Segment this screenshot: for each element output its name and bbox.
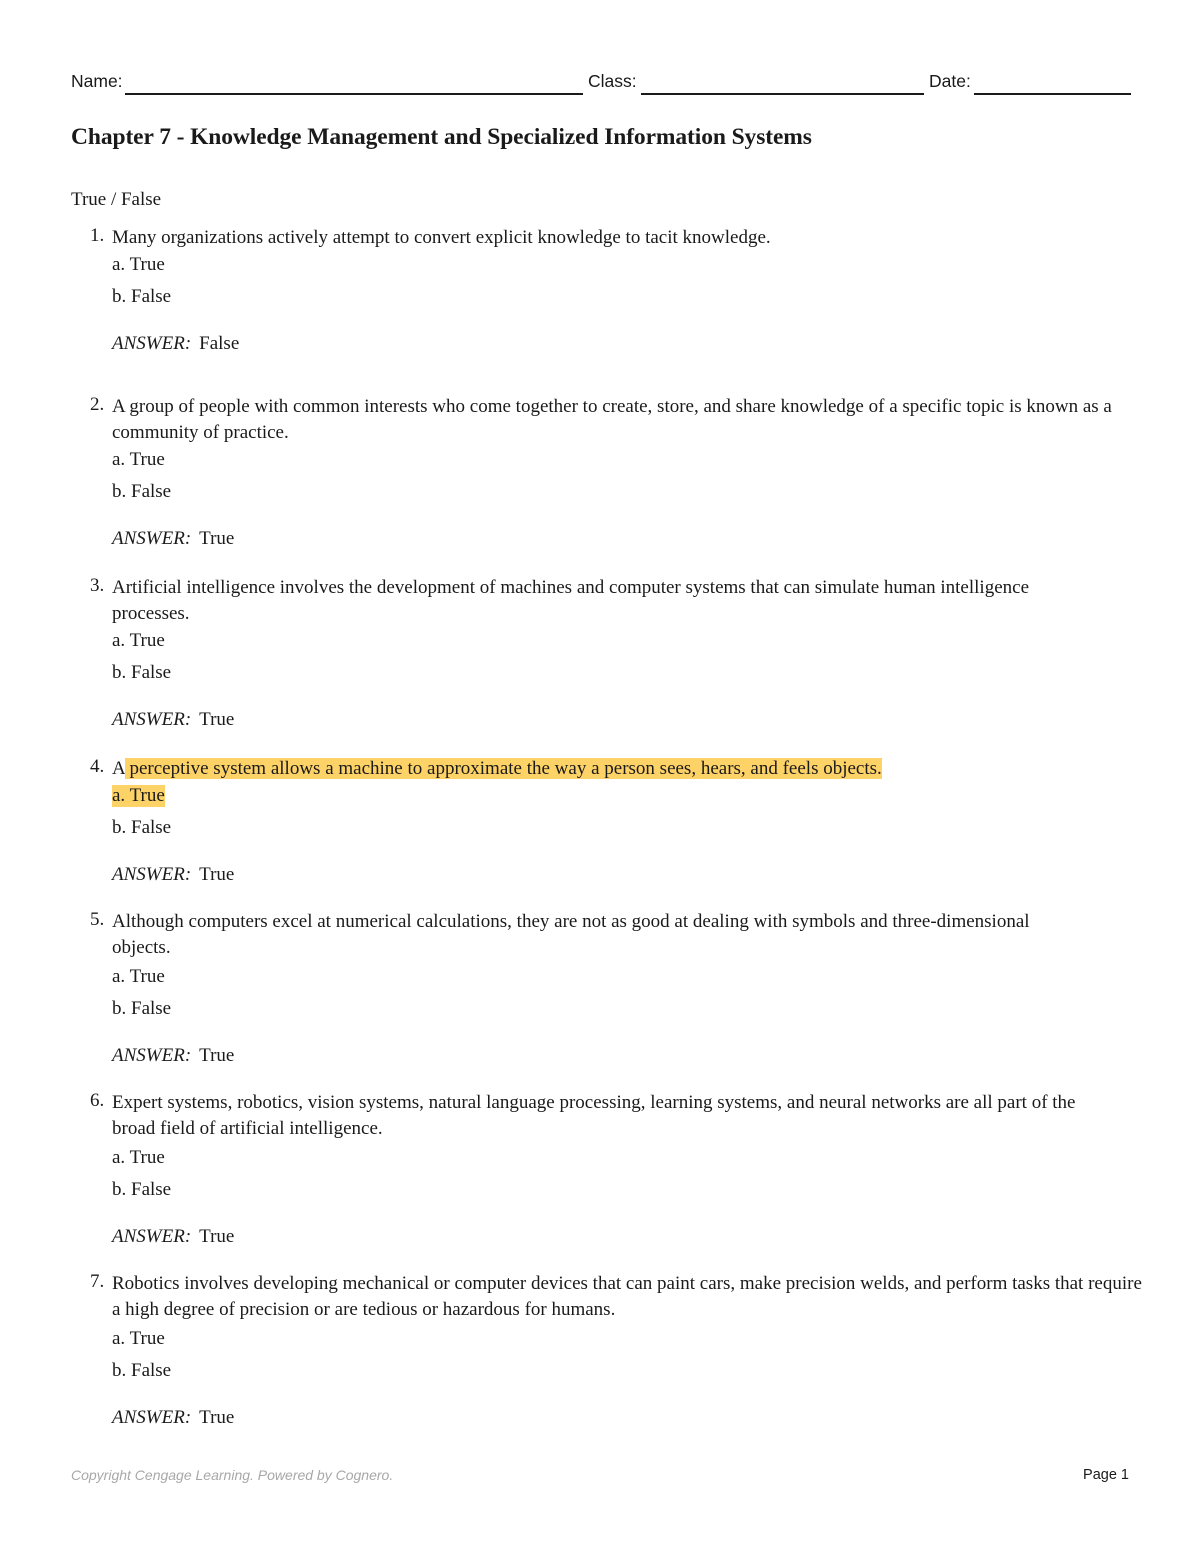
question-number: 2.: [90, 394, 105, 415]
answer-label: ANSWER:: [112, 864, 192, 885]
question-number: 7.: [90, 1271, 105, 1292]
option-a: a. True: [112, 1328, 165, 1349]
question-stem: Artificial intelligence involves the development of machines and computer systems that can simulate human intelligence processes.: [112, 577, 1030, 624]
question-number: 4.: [90, 756, 105, 777]
answer-label: ANSWER:: [112, 528, 192, 549]
answer-line: [112, 864, 234, 886]
question-stem: [112, 756, 1142, 782]
class-line: [641, 93, 924, 95]
option-b: b. False: [112, 1179, 172, 1200]
answer-value: True: [199, 709, 235, 730]
answer-value: False: [199, 333, 240, 354]
answer-value: True: [199, 1226, 235, 1247]
answer-label: ANSWER:: [112, 333, 192, 354]
question-stem: Although computers excel at numerical calculations, they are not as good at dealing with symbols and three-dimensional objects.: [112, 911, 1030, 958]
option-a: a. True: [112, 254, 165, 275]
answer-value: True: [199, 1045, 235, 1066]
option-a-highlighted: a. True: [112, 785, 165, 806]
question-number: 5.: [90, 909, 105, 930]
question-stem: Many organizations actively attempt to convert explicit knowledge to tacit knowledge.: [112, 227, 771, 248]
answer-label: ANSWER:: [112, 1045, 192, 1066]
question-number: 6.: [90, 1090, 105, 1111]
option-b: b. False: [112, 817, 172, 838]
option-b: b. False: [112, 662, 172, 683]
answer-value: True: [199, 1407, 235, 1428]
answer-line: [112, 528, 234, 550]
name-line: [125, 93, 583, 95]
option-b: b. False: [112, 1360, 172, 1381]
answer-line: [112, 333, 239, 355]
class-label: Class:: [588, 71, 637, 91]
option-a: a. True: [112, 966, 165, 987]
answer-label: ANSWER:: [112, 1226, 192, 1247]
header-fields: [71, 71, 1131, 97]
name-label: Name:: [71, 71, 123, 91]
option-a: a. True: [112, 630, 165, 651]
copyright-footer: Copyright Cengage Learning. Powered by Cognero.: [71, 1467, 394, 1483]
answer-line: [112, 1226, 234, 1248]
answer-value: True: [199, 864, 235, 885]
question-stem: Robotics involves developing mechanical or computer devices that can paint cars, make precision welds, and perform tasks that require a high degree of precision or are tedious or hazardous for humans.: [112, 1273, 1142, 1320]
answer-line: [112, 1407, 234, 1429]
question-stem: Expert systems, robotics, vision systems, natural language processing, learning systems, and neural networks are all part of the broad field of artificial intelligence.: [112, 1092, 1076, 1139]
answer-line: [112, 1045, 234, 1067]
question-number: 1.: [90, 225, 105, 246]
date-label: Date:: [929, 71, 971, 91]
page-number: Page 1: [1083, 1467, 1129, 1483]
answer-line: [112, 709, 234, 731]
option-b: b. False: [112, 998, 172, 1019]
question-number: 3.: [90, 575, 105, 596]
option-a: a. True: [112, 1147, 165, 1168]
answer-label: ANSWER:: [112, 709, 192, 730]
stem-prefix: A: [112, 758, 125, 779]
stem-highlight: perceptive system allows a machine to approximate the way a person sees, hears, and feels objects.: [124, 758, 882, 779]
page-title: Chapter 7 - Knowledge Management and Specialized Information Systems: [71, 124, 812, 150]
answer-label: ANSWER:: [112, 1407, 192, 1428]
date-line: [974, 93, 1131, 95]
option-a: a. True: [112, 449, 165, 470]
question-stem: A group of people with common interests who come together to create, store, and share knowledge of a specific topic is known as a community of practice.: [112, 396, 1112, 443]
option-b: b. False: [112, 481, 172, 502]
answer-value: True: [199, 528, 235, 549]
option-b: b. False: [112, 286, 172, 307]
section-heading: True / False: [71, 189, 162, 210]
